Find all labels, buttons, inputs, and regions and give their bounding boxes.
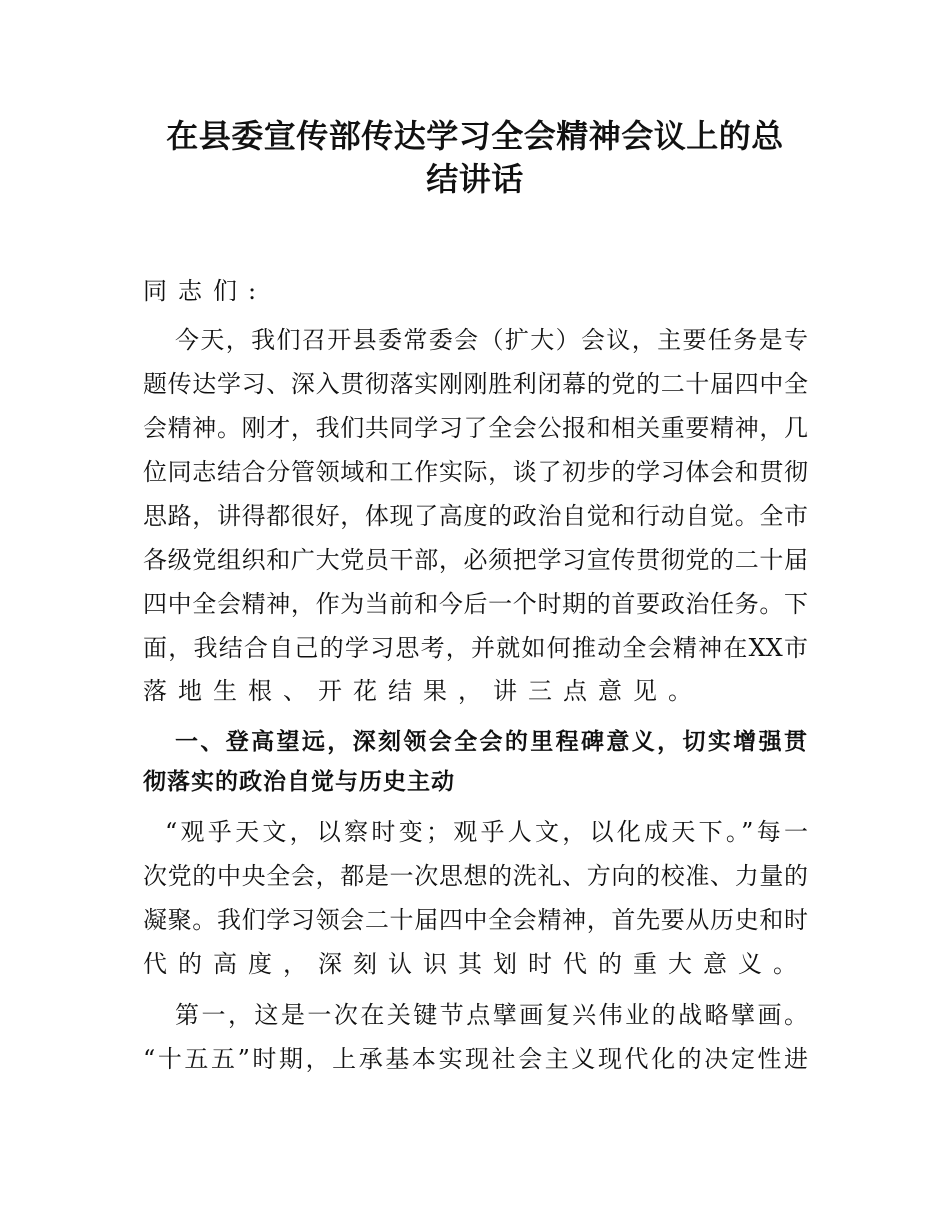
paragraph-line: 面，我结合自己的学习思考，并就如何推动全会精神在XX市 [143, 634, 808, 662]
paragraph-line: “观乎天文，以察时变；观乎人文，以化成天下。”每一 [165, 818, 808, 846]
section-heading-line: 彻落实的政治自觉与历史主动 [143, 769, 455, 795]
section-heading-line: 一、登高望远，深刻领会全会的里程碑意义，切实增强贯 [175, 729, 808, 755]
paragraph-line: 位同志结合分管领域和工作实际，谈了初步的学习体会和贯彻 [143, 458, 808, 486]
title-line: 在县委宣传部传达学习全会精神会议上的总 [166, 117, 784, 155]
paragraph-line: 代的高度，深刻认识其划时代的重大意义。 [143, 950, 808, 978]
paragraph-line: 会精神。刚才，我们共同学习了全会公报和相关重要精神，几 [143, 414, 808, 442]
paragraph-line: 思路，讲得都很好，体现了高度的政治自觉和行动自觉。全市 [143, 502, 808, 530]
document-title [130, 115, 820, 201]
paragraph-line: 落地生根、开花结果，讲三点意见。 [143, 677, 703, 705]
paragraph-line: 四中全会精神，作为当前和今后一个时期的首要政治任务。下 [143, 590, 808, 618]
paragraph-line: 题传达学习、深入贯彻落实刚刚胜利闭幕的党的二十届四中全 [143, 370, 808, 398]
paragraph-line: 凝聚。我们学习领会二十届四中全会精神，首先要从历史和时 [143, 906, 808, 934]
paragraph-line: 第一，这是一次在关键节点擘画复兴伟业的战略擘画。 [175, 1001, 808, 1029]
paragraph-line: 各级党组织和广大党员干部，必须把学习宣传贯彻党的二十届 [143, 546, 808, 574]
paragraph-line: 次党的中央全会，都是一次思想的洗礼、方向的校准、力量的 [143, 862, 808, 890]
paragraph-line: “十五五”时期，上承基本实现社会主义现代化的决定性进 [143, 1045, 808, 1073]
paragraph-line: 同志们: [143, 277, 268, 305]
title-line: 结讲话 [426, 160, 524, 198]
paragraph-line: 今天，我们召开县委常委会（扩大）会议，主要任务是专 [175, 326, 808, 354]
